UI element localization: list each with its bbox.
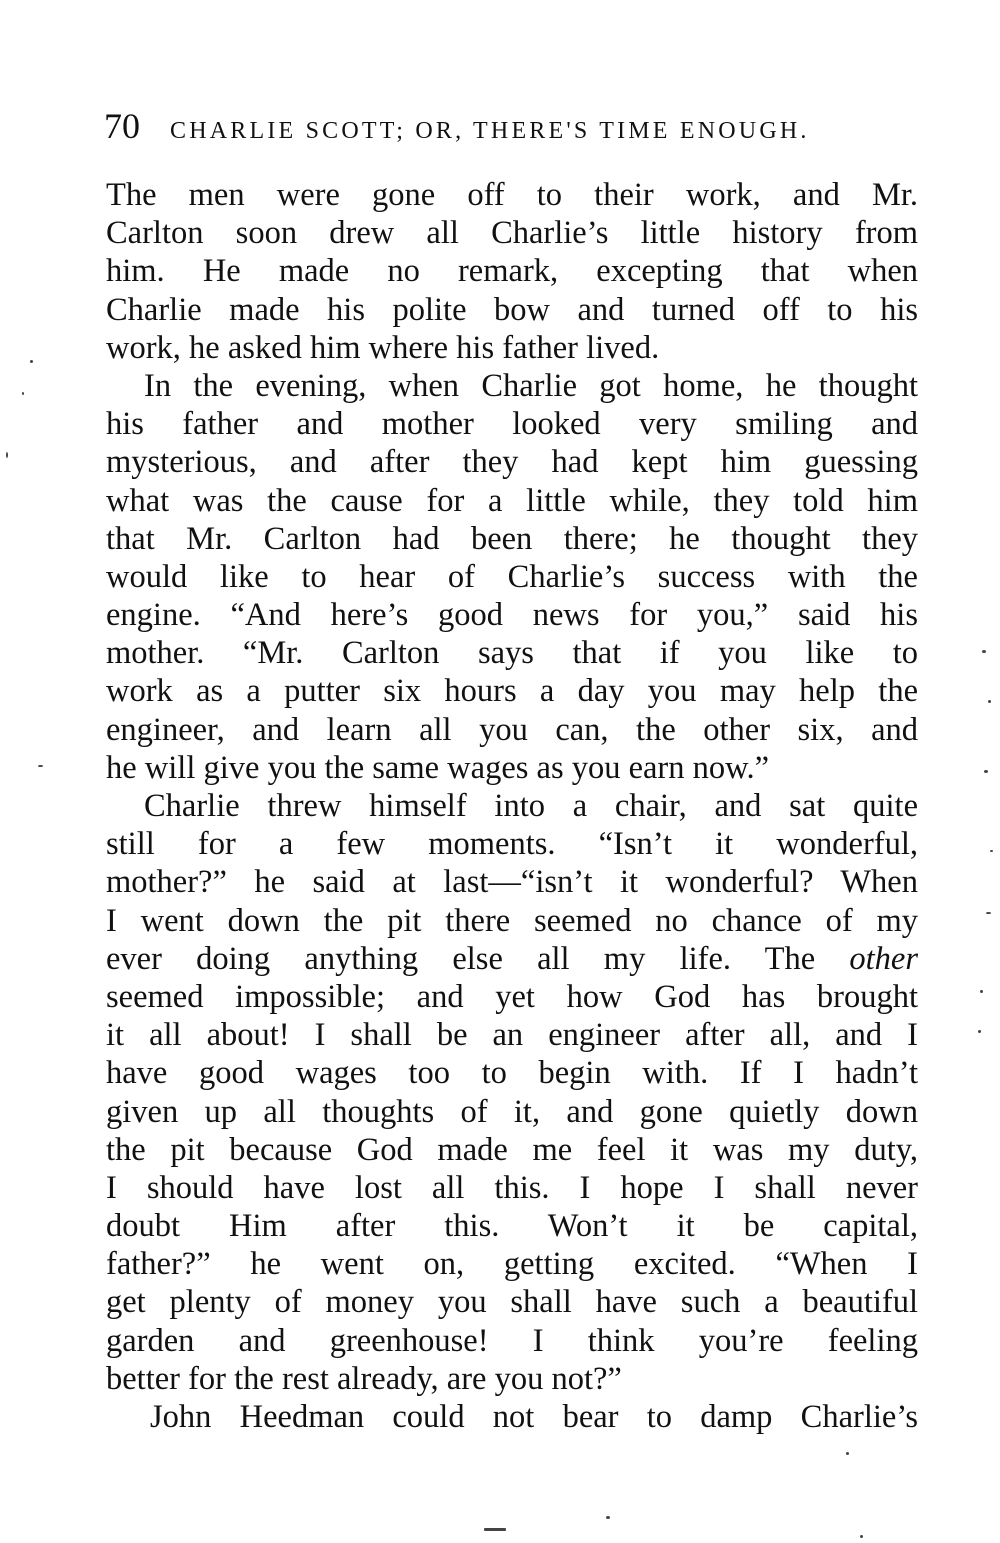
text-line: he will give you the same wages as you earn now.” xyxy=(106,749,770,786)
scan-speck xyxy=(982,650,986,653)
scan-speck xyxy=(988,700,991,703)
scan-speck xyxy=(484,1528,506,1531)
text-line: work, he asked him where his father lived. xyxy=(106,329,660,366)
scan-speck xyxy=(978,1030,981,1033)
text-line: mysterious, and after they had kept him guessing xyxy=(106,444,918,481)
text-line: I should have lost all this. I hope I shall never xyxy=(106,1169,918,1206)
scan-speck xyxy=(6,452,8,458)
scan-speck xyxy=(846,1452,849,1455)
body-text xyxy=(106,176,918,1436)
text-line: doubt Him after this. Won’t it be capital, xyxy=(106,1208,918,1245)
text-line: it all about! I shall be an engineer after all, and I xyxy=(106,1017,918,1054)
text-line: seemed impossible; and yet how God has brought xyxy=(106,978,918,1015)
running-title: CHARLIE SCOTT; OR, THERE'S TIME ENOUGH. xyxy=(170,118,810,144)
text-line: father?” he went on, getting excited. “When I xyxy=(106,1246,918,1283)
text-line: Charlie threw himself into a chair, and sat quite xyxy=(144,788,918,824)
scan-speck xyxy=(860,1535,863,1538)
scan-speck xyxy=(980,990,983,993)
text-line: John Heedman could not bear to damp Charlie’s xyxy=(150,1399,918,1435)
text-line: that Mr. Carlton had been there; he thought they xyxy=(106,520,918,557)
text-line: engineer, and learn all you can, the other six, and xyxy=(106,711,918,748)
text-line: have good wages too to begin with. If I hadn’t xyxy=(106,1055,918,1092)
scan-speck xyxy=(22,392,24,395)
text-line: mother. “Mr. Carlton says that if you like to xyxy=(106,635,918,672)
scan-speck xyxy=(986,912,991,914)
text-line: garden and greenhouse! I think you’re feeling xyxy=(106,1322,918,1359)
text-line: would like to hear of Charlie’s success with the xyxy=(106,558,918,595)
scan-speck xyxy=(606,1516,610,1519)
text-line: mother?” he said at last—“isn’t it wonderful? When xyxy=(106,864,918,901)
text-line: The men were gone off to their work, and Mr. xyxy=(106,177,918,213)
text-line: engine. “And here’s good news for you,” said his xyxy=(106,597,918,634)
text-line: get plenty of money you shall have such a beautiful xyxy=(106,1284,918,1321)
text-line: ever doing anything else all my life. The other xyxy=(106,940,918,977)
text-line: Carlton soon drew all Charlie’s little history from xyxy=(106,215,918,252)
text-line: Charlie made his polite bow and turned off to his xyxy=(106,291,918,328)
page-number: 70 xyxy=(104,106,140,146)
emphasis: other xyxy=(849,940,918,977)
text-line: work as a putter six hours a day you may help the xyxy=(106,673,918,710)
running-head xyxy=(104,106,916,146)
scan-speck xyxy=(38,765,43,767)
text-line: him. He made no remark, excepting that when xyxy=(106,253,918,290)
scan-speck xyxy=(984,770,988,773)
text-line: still for a few moments. “Isn’t it wonderful, xyxy=(106,826,918,863)
scan-speck xyxy=(990,850,993,852)
text-line: better for the rest already, are you not?” xyxy=(106,1360,622,1397)
text-line: his father and mother looked very smiling and xyxy=(106,406,918,443)
text-line: given up all thoughts of it, and gone quietly down xyxy=(106,1093,918,1130)
text-line: In the evening, when Charlie got home, he thought xyxy=(144,367,918,404)
text-line: I went down the pit there seemed no chance of my xyxy=(106,902,918,939)
text-line: what was the cause for a little while, they told him xyxy=(106,482,918,519)
text-line: the pit because God made me feel it was my duty, xyxy=(106,1131,918,1168)
scan-speck xyxy=(30,360,33,363)
